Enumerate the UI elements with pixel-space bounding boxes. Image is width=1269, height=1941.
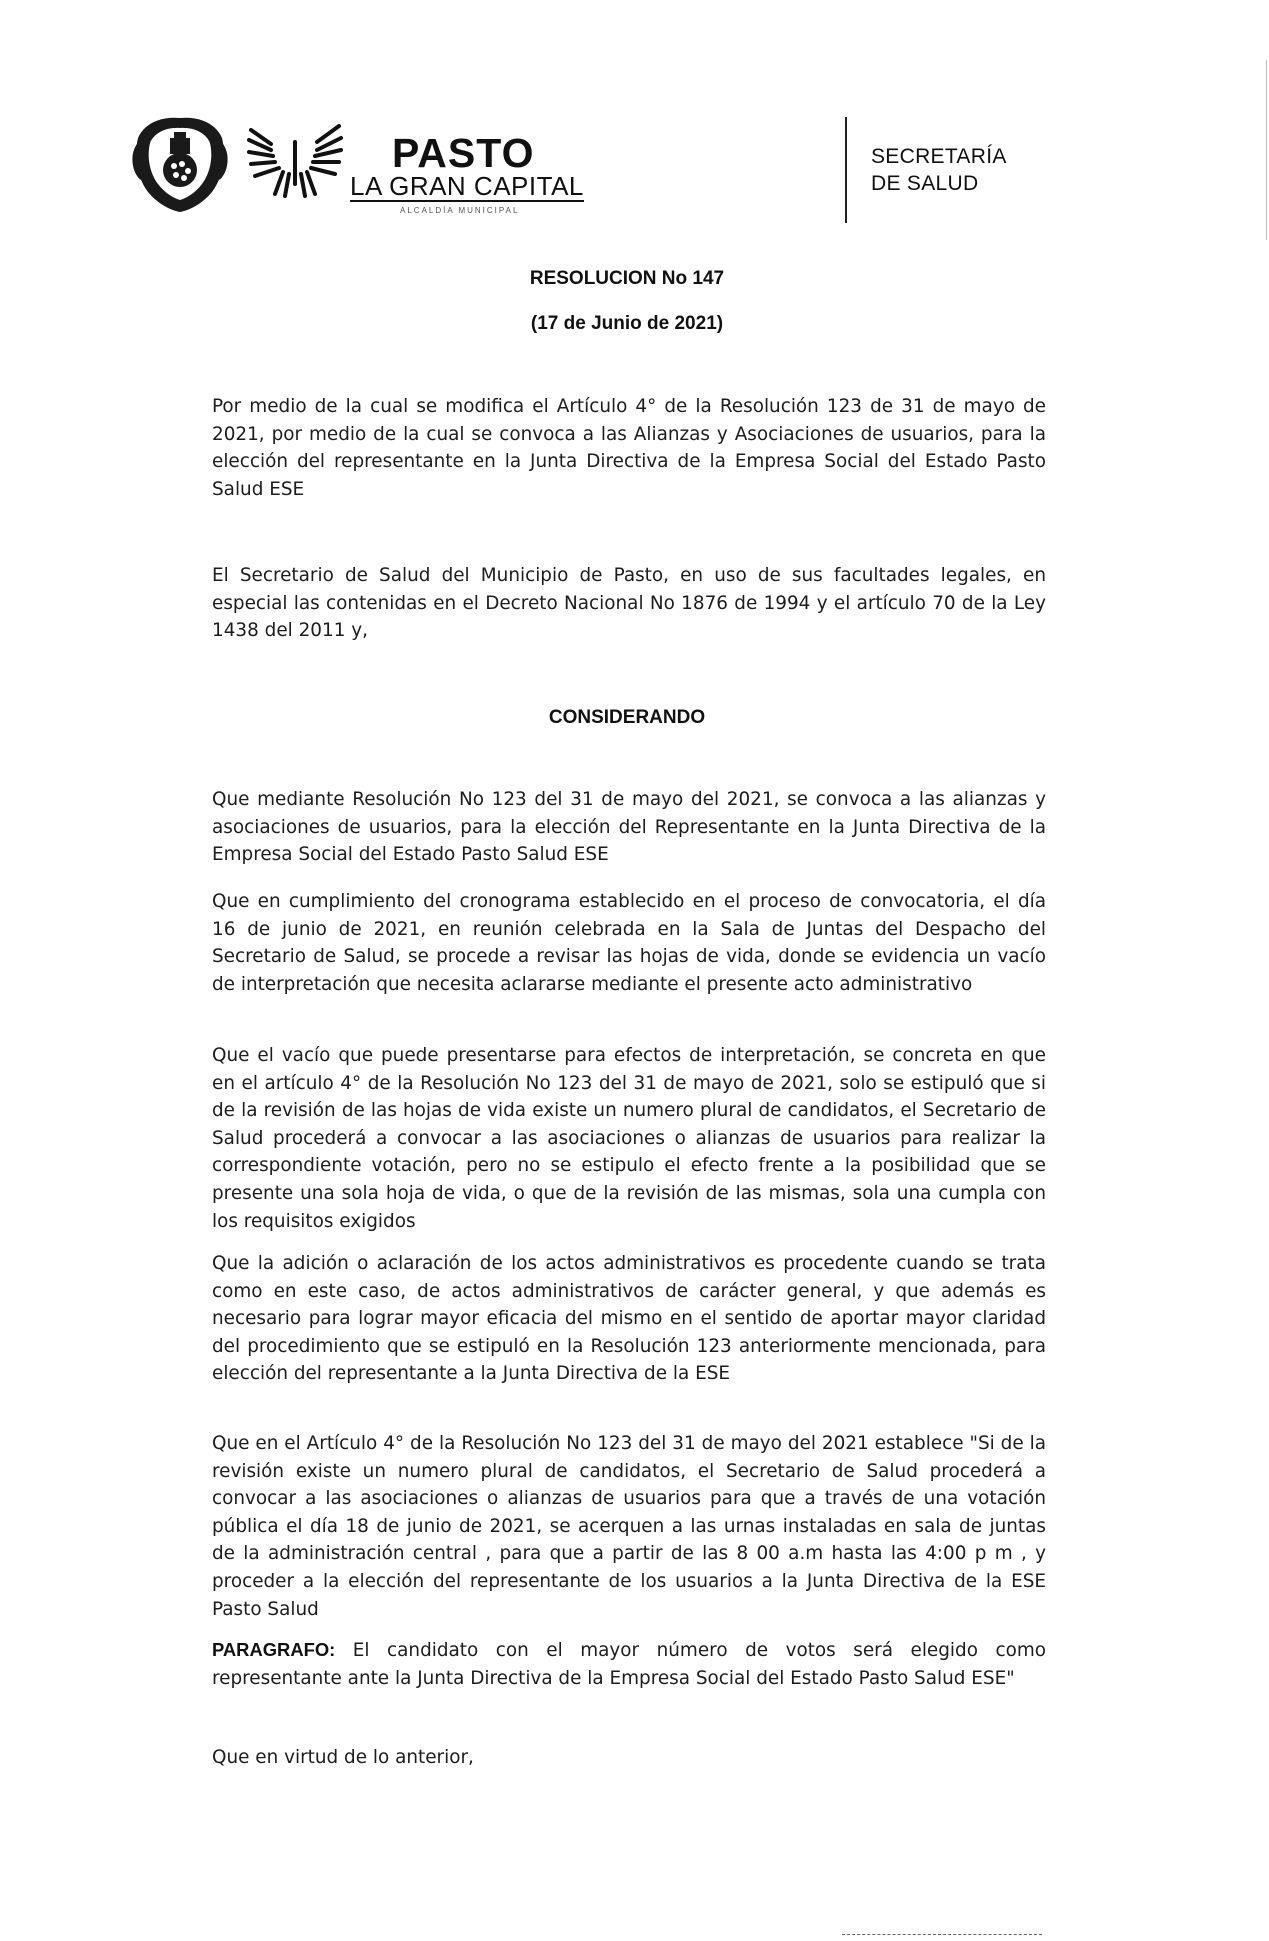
closing-line: Que en virtud de lo anterior,: [212, 1747, 474, 1768]
section-heading: CONSIDERANDO: [548, 707, 706, 728]
department-label: [871, 143, 1007, 197]
considering-paragraph-5: Que en el Artículo 4° de la Resolución No 123 del 31 de mayo del 2021 establece "Si de la revisión existe un numero plural de candidatos, el Secretario de Salud procederá a convocar a las asociaciones o alianzas de usuarios para que a través de una votación pública el día 18 de junio de 2021, se acerquen a las urnas instaladas en sala de juntas de la administración central , para que a partir de las 8 00 a.m hasta las 4:00 p m , y proceder a la elección del representante de los usuarios a la Junta Directiva de la ESE Pasto Salud: [212, 1433, 1046, 1620]
footer-rule: [842, 1934, 1042, 1936]
department-line-1: SECRETARÍA: [871, 145, 1007, 168]
resolution-title: RESOLUCION No 147: [529, 268, 725, 289]
paragrafo-block: [212, 1636, 1046, 1692]
coat-of-arms-icon: [130, 114, 230, 214]
brand-name: PASTO: [392, 130, 535, 176]
paragrafo-text: El candidato con el mayor número de votos será elegido como representante ante la Junta Directiva de la Empresa Social del Estado Pasto Salud ESE": [212, 1640, 1046, 1689]
considering-paragraph-2: Que en cumplimiento del cronograma establecido en el proceso de convocatoria, el día 16 de junio de 2021, en reunión celebrada en la Sala de Juntas del Despacho del Secretario de Salud, se procede a revisar las hojas de vida, donde se evidencia un vacío de interpretación que necesita aclararse mediante el presente acto administrativo: [212, 891, 1046, 995]
brand-subtitle: LA GRAN CAPITAL: [350, 171, 584, 201]
document-header: [0, 0, 1269, 240]
preamble-paragraph: El Secretario de Salud del Municipio de Pasto, en uso de sus facultades legales, en especial las contenidas en el Decreto Nacional No 1876 de 1994 y el artículo 70 de la Ley 1438 del 2011 y,: [212, 565, 1046, 642]
resolution-date: (17 de Junio de 2021): [530, 313, 724, 334]
resolution-summary: Por medio de la cual se modifica el Artículo 4° de la Resolución 123 de 31 de mayo de 2021, por medio de la cual se convoca a las Alianzas y Asociaciones de usuarios, para la elección del representante en la Junta Directiva de la Empresa Social del Estado Pasto Salud ESE: [212, 396, 1046, 500]
header-divider: [845, 117, 847, 223]
paragrafo-label: PARAGRAFO:: [212, 1639, 336, 1660]
scan-edge-mark: [1266, 60, 1267, 240]
considering-paragraph-3: Que el vacío que puede presentarse para efectos de interpretación, se concreta en que en el artículo 4° de la Resolución No 123 del 31 de mayo de 2021, solo se estipuló que si de la revisión de las hojas de vida existe un numero plural de candidatos, el Secretario de Salud procederá a convocar a las asociaciones o alianzas de usuarios para realizar la correspondiente votación, pero no se estipulo el efecto frente a la posibilidad que se presente una sola hoja de vida, o que de la revisión de las mismas, sola una cumpla con los requisitos exigidos: [212, 1045, 1046, 1232]
pasto-emblem-icon: [245, 122, 345, 202]
considering-paragraph-1: Que mediante Resolución No 123 del 31 de mayo del 2021, se convoca a las alianzas y asociaciones de usuarios, para la elección del Representante en la Junta Directiva de la Empresa Social del Estado Pasto Salud ESE: [212, 789, 1046, 866]
department-line-2: DE SALUD: [871, 172, 979, 195]
brand-tagline: ALCALDÍA MUNICIPAL: [400, 206, 520, 215]
considering-paragraph-4: Que la adición o aclaración de los actos administrativos es procedente cuando se trata como en este caso, de actos administrativos de carácter general, y que además es necesario para lograr mayor eficacia del mismo en el sentido de aportar mayor claridad del procedimiento que se estipuló en la Resolución 123 anteriormente mencionada, para elección del representante a la Junta Directiva de la ESE: [212, 1253, 1046, 1385]
